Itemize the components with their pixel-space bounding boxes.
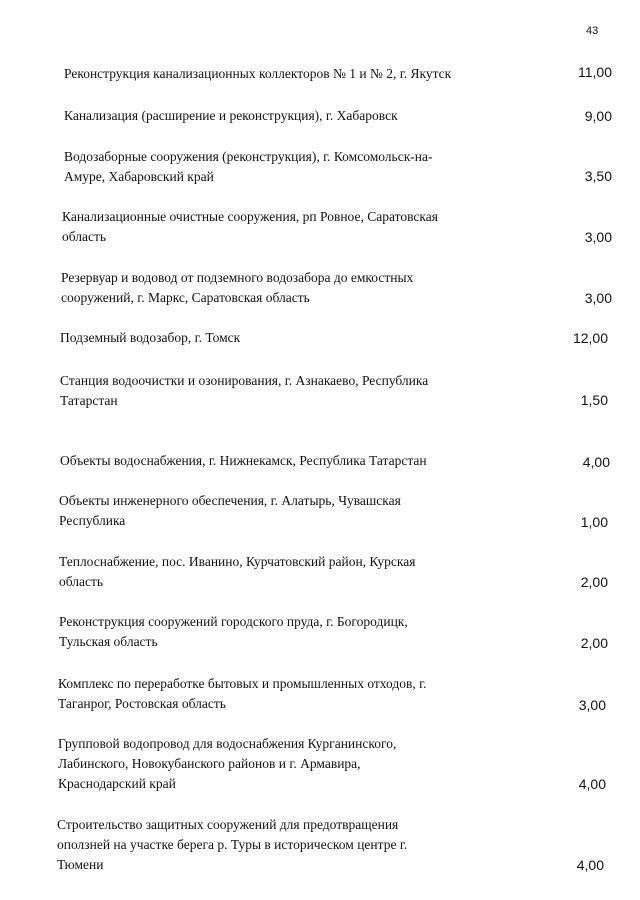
entry-value: 3,00 [578,697,606,713]
entry-description: Канализация (расширение и реконструкция), г. Хабаровск [64,108,398,123]
entry-value: 3,00 [584,290,612,306]
entry-value: 1,50 [580,392,608,408]
entry-description: Строительство защитных сооружений для предотвращения оползней на участке берега р. Туры в историческом центре г. Тюмени [57,817,408,872]
entry-value: 12,00 [572,330,608,346]
entry-value: 1,00 [580,514,608,530]
entry-value: 2,00 [580,635,608,651]
page-number: 43 [586,25,599,37]
entry-description: Реконструкция сооружений городского пруда, г. Богородицк, Тульская область [59,614,408,649]
entry-value: 4,00 [576,857,604,873]
entry-description: Реконструкция канализационных коллекторов № 1 и № 2, г. Якутск [64,66,452,81]
entry-value: 2,00 [580,574,608,590]
entry-description: Групповой водопровод для водоснабжения Курганинского, Лабинского, Новокубанского районов и г. Армавира, Краснодарский край [58,736,397,791]
entry-value: 4,00 [578,776,606,792]
entry-value: 11,00 [578,64,612,80]
entry-value: 3,50 [584,168,612,184]
entry-description: Станция водоочистки и озонирования, г. Азнакаево, Республика Татарстан [60,373,429,408]
entry-value: 4,00 [582,454,610,470]
entry-description: Комплекс по переработке бытовых и промышленных отходов, г. Таганрог, Ростовская область [58,676,427,711]
entry-description: Подземный водозабор, г. Томск [60,330,241,345]
entry-description: Теплоснабжение, пос. Иванино, Курчатовский район, Курская область [59,554,416,589]
entry-description: Объекты водоснабжения, г. Нижнекамск, Республика Татарстан [60,453,427,468]
entry-value: 9,00 [584,108,612,124]
entry-description: Водозаборные сооружения (реконструкция), г. Комсомольск-на- Амуре, Хабаровский край [64,149,433,184]
entry-description: Канализационные очистные сооружения, рп Ровное, Саратовская область [62,209,438,244]
entry-value: 3,00 [584,229,612,245]
entry-description: Объекты инженерного обеспечения, г. Алатырь, Чувашская Республика [59,493,401,528]
entry-description: Резервуар и водовод от подземного водозабора до емкостных сооружений, г. Маркс, Саратовская область [61,270,414,305]
